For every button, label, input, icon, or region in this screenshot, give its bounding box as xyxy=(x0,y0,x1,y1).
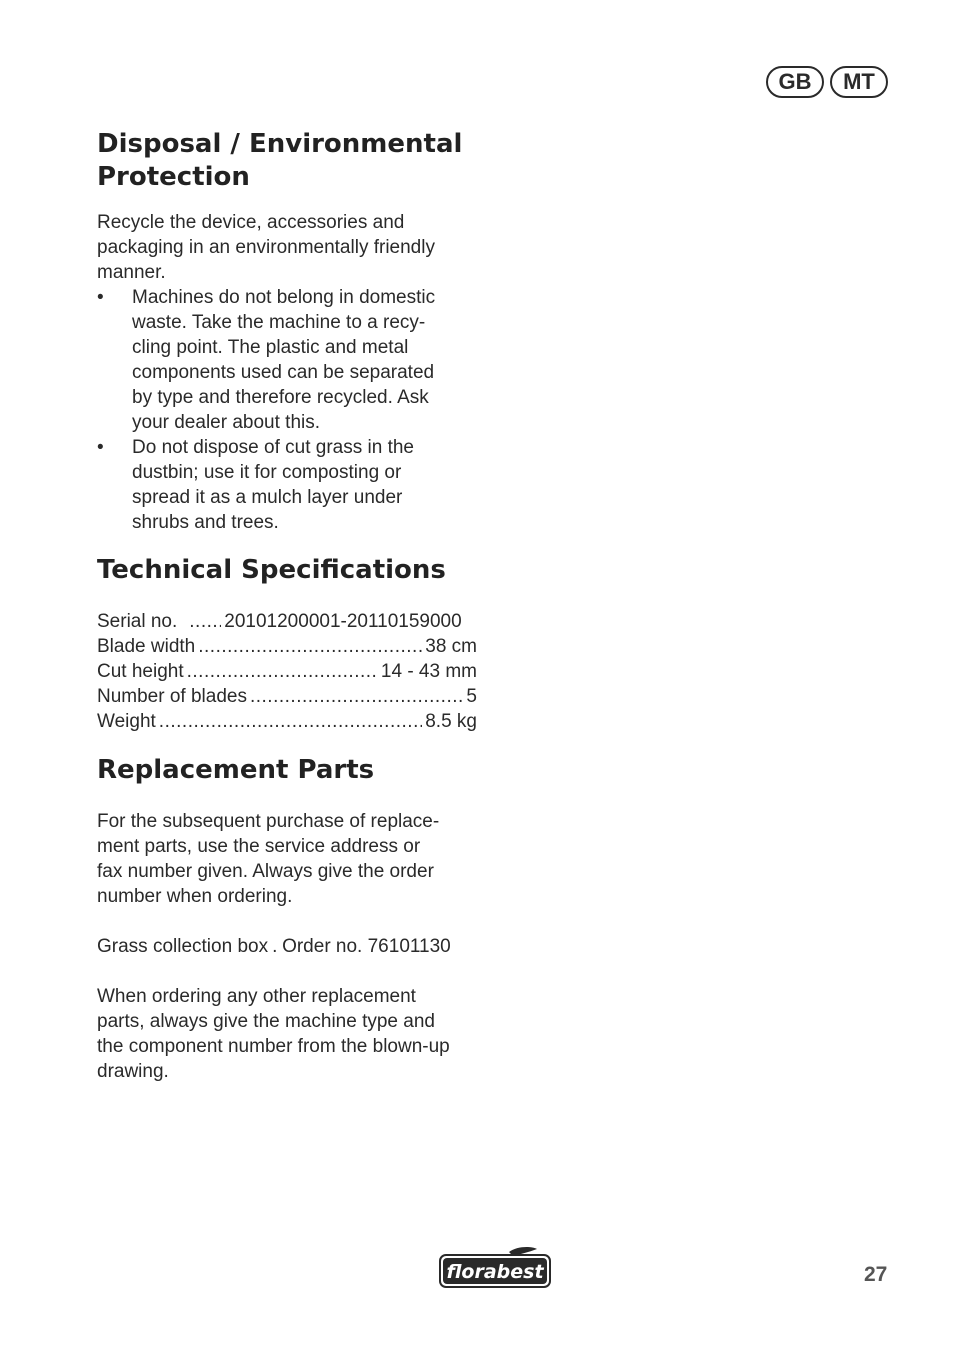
parts-section xyxy=(97,754,477,1084)
disposal-intro: Recycle the device, accessories and packaging in an environmentally friendly manner. xyxy=(97,212,435,283)
florabest-logo xyxy=(439,1246,551,1288)
bullet-marker: • xyxy=(97,287,104,308)
specs-heading: Technical Specifications xyxy=(97,555,446,585)
parts-heading: Replacement Parts xyxy=(97,755,375,785)
svg-text:florabest: florabest xyxy=(446,1261,544,1283)
disposal-heading xyxy=(97,128,477,194)
list-item: • Do not dispose of cut grass in the dustbin; use it for composting or spread it as a mulch layer under shrubs and trees. xyxy=(97,437,414,533)
parts-paragraph-1: For the subsequent purchase of replace- ment parts, use the service address or fax number given. Always give the order number when ordering. xyxy=(97,811,440,907)
bullet-marker: • xyxy=(97,437,104,458)
spec-row-number-of-blades: Number of blades ..... 5 xyxy=(97,684,477,709)
spec-row-serial: Serial no. ..... 20101200001-20110159000 xyxy=(97,609,477,634)
page-number: 27 xyxy=(864,1263,888,1286)
specs-table xyxy=(97,609,477,734)
order-number-row: Grass collection box ..... Order no. 76101130 xyxy=(97,934,477,959)
disposal-section xyxy=(97,128,477,535)
parts-paragraph-2: When ordering any other replacement parts, always give the machine type and the component number from the blown-up drawing. xyxy=(97,986,450,1082)
spec-row-cut-height: Cut height ..... 14 - 43 mm xyxy=(97,659,477,684)
spec-row-blade-width: Blade width ..... 38 cm xyxy=(97,634,477,659)
spec-row-weight: Weight ..... 8.5 kg xyxy=(97,709,477,734)
language-badges xyxy=(766,66,888,98)
language-badge-mt: MT xyxy=(830,66,888,98)
disposal-heading-line1: Disposal / Environmental xyxy=(97,129,463,159)
language-badge-gb: GB xyxy=(766,66,824,98)
list-item: • Machines do not belong in domestic waste. Take the machine to a recy- cling point. The plastic and metal components used can be separated by type and therefore recycled. Ask your dealer about this. xyxy=(97,287,436,433)
disposal-heading-line2: Protection xyxy=(97,162,250,192)
specs-section xyxy=(97,554,477,734)
disposal-bullet-list xyxy=(97,285,477,535)
